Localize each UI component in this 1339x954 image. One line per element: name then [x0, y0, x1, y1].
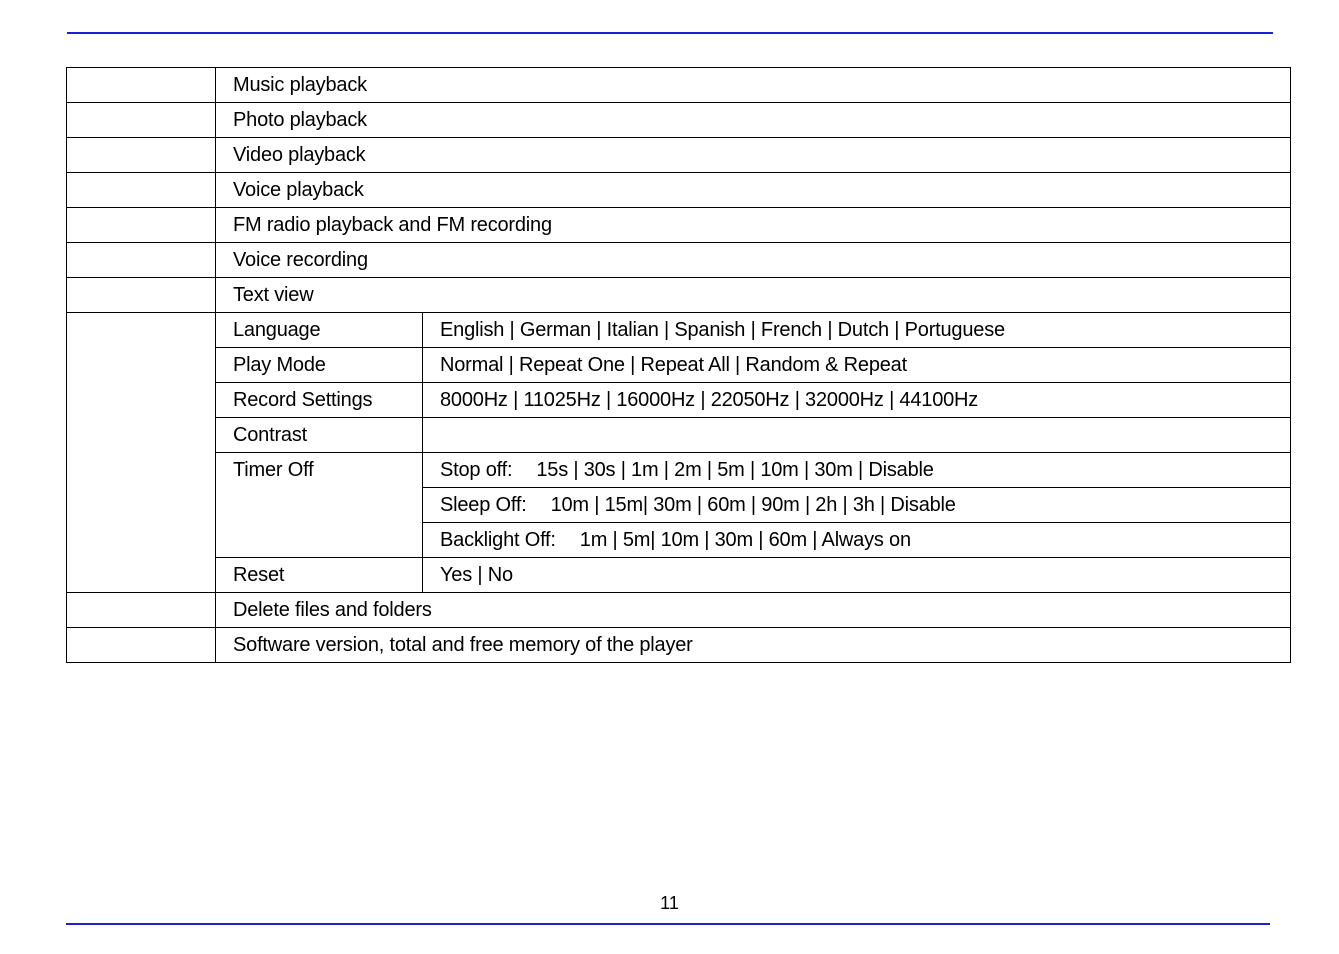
table-row [67, 208, 1291, 243]
setting-value-language: English | German | Italian | Spanish | French | Dutch | Portuguese [423, 313, 1291, 348]
table-row [67, 103, 1291, 138]
function-cell: Photo playback [216, 103, 1291, 138]
setting-value-stop-off [423, 453, 1291, 488]
function-cell: Voice recording [216, 243, 1291, 278]
function-cell: Video playback [216, 138, 1291, 173]
table-row [67, 628, 1291, 663]
function-cell: Delete files and folders [216, 593, 1291, 628]
menu-cell [67, 173, 216, 208]
table-row [67, 278, 1291, 313]
footer-rule [66, 923, 1270, 925]
menu-cell [67, 278, 216, 313]
table-row [67, 558, 1291, 593]
function-cell: Music playback [216, 68, 1291, 103]
sleep-off-label: Sleep Off: [440, 494, 527, 516]
table-row [67, 138, 1291, 173]
table-row [67, 348, 1291, 383]
stop-off-label: Stop off: [440, 459, 513, 481]
setting-value-backlight-off [423, 523, 1291, 558]
function-cell: Software version, total and free memory of the player [216, 628, 1291, 663]
table-row [67, 173, 1291, 208]
function-cell: Voice playback [216, 173, 1291, 208]
menu-cell [67, 628, 216, 663]
setting-label-timer-off: Timer Off [216, 453, 423, 558]
setting-value-play-mode: Normal | Repeat One | Repeat All | Random & Repeat [423, 348, 1291, 383]
function-cell: FM radio playback and FM recording [216, 208, 1291, 243]
table-row [67, 243, 1291, 278]
setting-label-play-mode: Play Mode [216, 348, 423, 383]
setting-value-reset: Yes | No [423, 558, 1291, 593]
setting-label-reset: Reset [216, 558, 423, 593]
page-number: 11 [660, 893, 679, 913]
table-row [67, 453, 1291, 488]
setting-label-record-settings: Record Settings [216, 383, 423, 418]
stop-off-options: 15s | 30s | 1m | 2m | 5m | 10m | 30m | Disable [536, 459, 934, 481]
function-cell: Text view [216, 278, 1291, 313]
sleep-off-options: 10m | 15m| 30m | 60m | 90m | 2h | 3h | Disable [550, 494, 956, 516]
menu-cell [67, 138, 216, 173]
settings-menu-cell [67, 313, 216, 593]
setting-label-language: Language [216, 313, 423, 348]
setting-label-contrast: Contrast [216, 418, 423, 453]
menu-cell [67, 103, 216, 138]
backlight-off-options: 1m | 5m| 10m | 30m | 60m | Always on [579, 529, 911, 551]
menu-cell [67, 243, 216, 278]
backlight-off-label: Backlight Off: [440, 529, 556, 551]
setting-value-sleep-off [423, 488, 1291, 523]
table-row [67, 383, 1291, 418]
setting-value-record-settings: 8000Hz | 11025Hz | 16000Hz | 22050Hz | 32000Hz | 44100Hz [423, 383, 1291, 418]
menu-cell [67, 593, 216, 628]
table-row [67, 593, 1291, 628]
table-row [67, 418, 1291, 453]
header-rule [67, 32, 1273, 34]
setting-value-contrast [423, 418, 1291, 453]
menu-cell [67, 68, 216, 103]
table-row [67, 313, 1291, 348]
menu-table [66, 67, 1291, 663]
table-row [67, 68, 1291, 103]
menu-cell [67, 208, 216, 243]
